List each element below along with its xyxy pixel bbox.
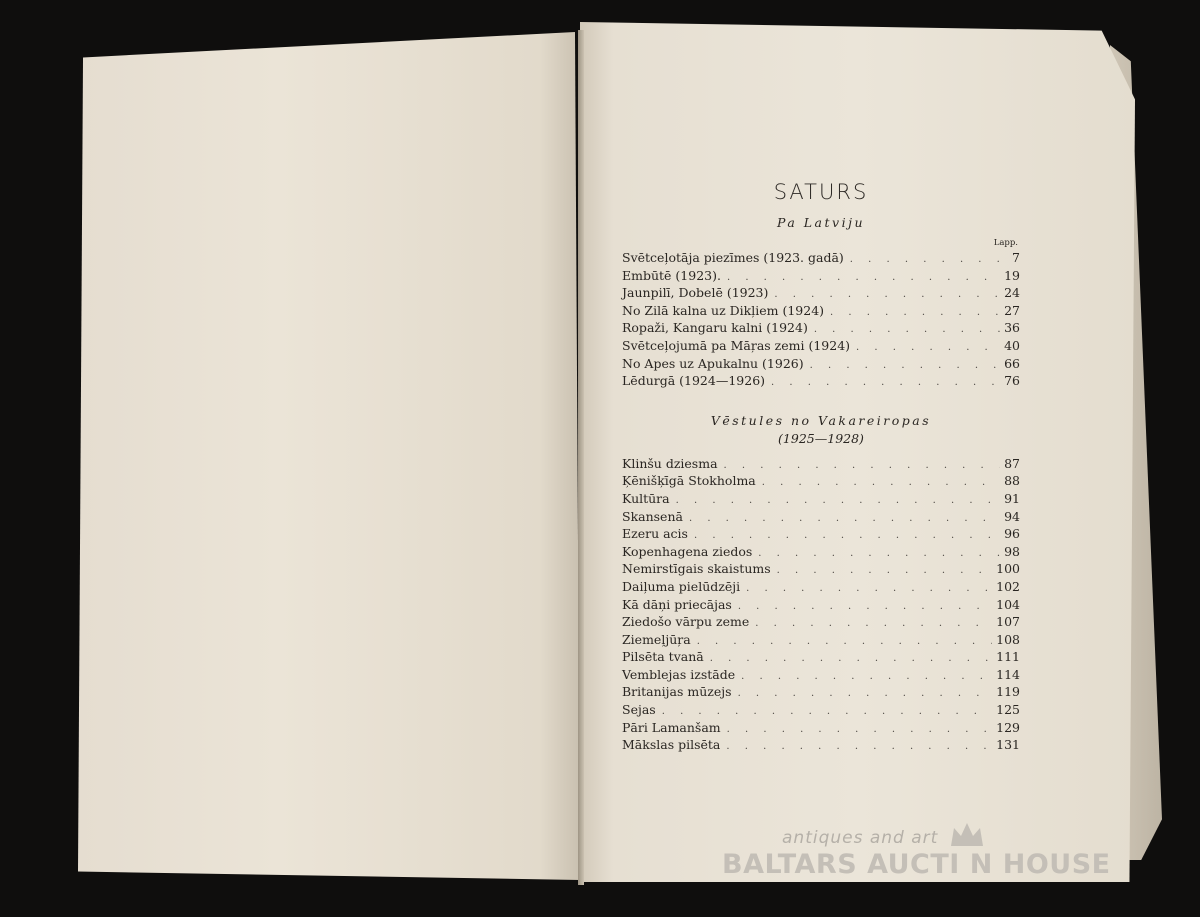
toc-section-1 [622,214,1020,390]
entry-page-number: 100 [996,561,1020,577]
entry-title: Embūtē (1923). [622,267,721,283]
dot-leader [710,650,992,668]
entry-title: No Zilā kalna uz Dikļiem (1924) [622,302,825,318]
toc-entry [622,490,1020,508]
dot-leader [676,492,1000,510]
entry-page-number: 27 [1004,302,1020,318]
entry-title: Britanijas mūzejs [622,684,732,700]
section-title: Vēstules no Vakareiropas [710,412,932,428]
entry-title: No Apes uz Apukalnu (1926) [622,355,804,371]
entry-title: Ziemeļjūŗa [622,631,691,647]
auction-watermark [722,828,1122,882]
toc-entry [622,302,1020,320]
dot-leader [771,374,1000,392]
toc-entry [622,319,1020,337]
dot-leader [738,598,992,616]
toc-entries [622,455,1020,754]
toc-entry [622,267,1020,285]
entry-page-number: 107 [996,614,1020,630]
entry-title: Klinšu dziesma [622,455,718,471]
entry-title: Pāri Lamanšam [622,719,721,735]
entry-page-number: 125 [996,702,1020,718]
crown-icon [948,820,986,850]
entry-title: Pilsēta tvanā [622,649,704,665]
entry-title: Vemblejas izstāde [622,666,736,682]
book-gutter [578,30,584,885]
entry-page-number: 102 [996,578,1020,594]
dot-leader [746,580,992,598]
section-title: Pa Latviju [776,215,866,230]
toc-entry [622,372,1020,390]
dot-leader [856,339,1000,357]
dot-leader [726,738,992,756]
dot-leader [689,510,1000,528]
toc-entry [622,666,1020,684]
toc-entry [622,648,1020,666]
entry-title: Kā dāņi priecājas [622,596,732,612]
dot-leader [738,685,993,703]
entry-title: Svētceļojumā pa Māŗas zemi (1924) [622,337,851,353]
toc-entry [622,525,1020,543]
page-column-label: Lapp. [993,238,1018,248]
entry-title: Kopenhagena ziedos [622,543,753,559]
toc-entry [622,337,1020,355]
toc-entry [622,701,1020,719]
toc-entries [622,249,1020,390]
toc-entry [622,249,1020,267]
toc-entry [622,284,1020,302]
entry-title: Svētceļotāja piezīmes (1923. gadā) [622,250,844,265]
toc-entry [622,560,1020,578]
entry-page-number: 88 [1004,473,1020,489]
entry-title: Ezeru acis [622,526,688,542]
entry-title: Kultūra [622,490,670,506]
entry-title: Jaunpilī, Dobelē (1923) [622,285,769,301]
toc-entry [622,736,1020,754]
entry-title: Nemirstīgais skaistums [622,561,771,577]
dot-leader [741,668,992,686]
entry-page-number: 114 [996,666,1020,682]
entry-page-number: 76 [1004,373,1020,389]
entry-title: Daiļuma pielūdzēji [622,578,741,594]
watermark-tagline: antiques and art [782,828,939,848]
entry-title: Lēdurgā (1924—1926) [622,373,766,389]
dot-leader [810,357,1000,375]
dot-leader [850,251,1008,269]
toc-entry [622,472,1020,490]
toc-entry [622,543,1020,561]
entry-title: Ziedošo vārpu zeme [622,614,750,630]
entry-page-number: 87 [1004,455,1020,471]
toc-entry [622,719,1020,737]
toc-entry [622,355,1020,373]
entry-page-number: 108 [996,631,1020,647]
entry-page-number: 104 [996,596,1020,612]
section-subtitle: (1925—1928) [778,430,864,446]
entry-page-number: 24 [1004,285,1020,301]
entry-title: Ropaži, Kangaru kalni (1924) [622,320,808,336]
dot-leader [762,474,1000,492]
table-of-contents [622,180,1020,754]
entry-page-number: 36 [1004,320,1020,336]
toc-entry [622,508,1020,526]
toc-entry [622,613,1020,631]
dot-leader [758,545,1000,563]
toc-entry [622,596,1020,614]
entry-title: Sejas [622,702,656,718]
entry-title: Skansenā [622,508,683,524]
entry-page-number: 129 [996,719,1020,735]
entry-page-number: 7 [1012,250,1020,265]
left-blank-page [78,32,580,880]
dot-leader [724,457,1001,475]
dot-leader [727,721,993,739]
toc-section-2 [622,412,1020,754]
dot-leader [777,562,993,580]
watermark-brand: BALTARS AUCTI N HOUSE [722,849,1111,880]
toc-entry [622,455,1020,473]
toc-title: SATURS [773,180,869,204]
entry-title: Mākslas pilsēta [622,737,721,753]
toc-entry [622,578,1020,596]
entry-page-number: 40 [1004,337,1020,353]
toc-entry [622,631,1020,649]
entry-page-number: 96 [1004,526,1020,542]
entry-page-number: 98 [1004,543,1020,559]
entry-page-number: 91 [1004,490,1020,506]
dot-leader [755,615,992,633]
entry-page-number: 19 [1004,267,1020,283]
dot-leader [697,633,992,651]
entry-page-number: 111 [996,649,1020,665]
dot-leader [830,304,1000,322]
entry-page-number: 119 [996,684,1020,700]
toc-entry [622,683,1020,701]
entry-page-number: 131 [996,737,1020,753]
entry-page-number: 94 [1004,508,1020,524]
entry-title: Ķēnišķīgā Stokholma [622,473,756,489]
entry-page-number: 66 [1004,355,1020,371]
